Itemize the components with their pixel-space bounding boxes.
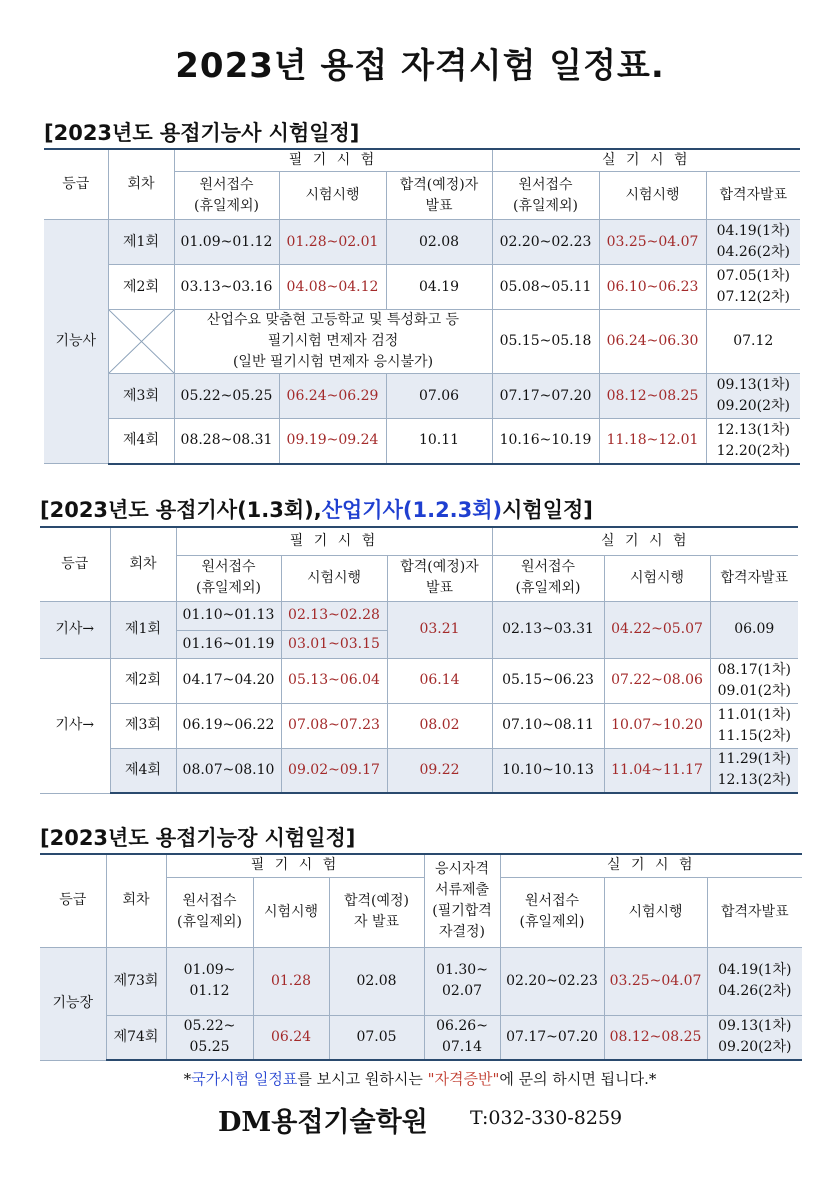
practical-application: 10.16~10.19 (492, 419, 599, 464)
practical-exam: 10.07~10.20 (604, 703, 710, 748)
qualification-submission: 01.30~ 02.07 (424, 947, 500, 1015)
header-grade: 등급 (40, 527, 110, 601)
result-cell: 12.13(1차) 12.20(2차) (706, 419, 800, 464)
result-cell: 06.09 (710, 601, 798, 658)
header-application: 원서접수 (휴일제외) (492, 555, 604, 601)
practical-application: 07.17~07.20 (492, 374, 599, 419)
written-pass: 10.11 (386, 419, 492, 464)
practical-application: 10.10~10.13 (492, 748, 604, 793)
result-cell: 04.19(1차) 04.26(2차) (707, 947, 802, 1015)
written-application: 06.19~06.22 (176, 703, 281, 748)
table-row (40, 748, 798, 793)
written-pass: 03.21 (387, 601, 492, 658)
header-pass: 합격(예정)자 발표 (386, 172, 492, 220)
master-schedule-table (40, 853, 802, 1061)
written-exam: 07.08~07.23 (281, 703, 387, 748)
header-practical: 실 기 시 험 (492, 149, 800, 172)
written-pass: 06.14 (387, 658, 492, 703)
practical-application: 05.08~05.11 (492, 265, 599, 310)
practical-exam: 07.22~08.06 (604, 658, 710, 703)
header-application: 원서접수 (휴일제외) (174, 172, 279, 220)
round-cell: 제73회 (106, 947, 166, 1015)
result-cell: 11.29(1차) 12.13(2차) (710, 748, 798, 793)
written-application: 01.09~ 01.12 (166, 947, 253, 1015)
grade-cell: 기사→ (40, 601, 110, 658)
table-row (40, 658, 798, 703)
round-cell: 제2회 (110, 658, 176, 703)
header-practical: 실 기 시 험 (500, 854, 802, 877)
section-heading-engineer: [2023년도 용접기사(1.3회),산업기사(1.2.3회)시험일정] (40, 498, 593, 522)
header-result: 합격자발표 (710, 555, 798, 601)
craftsman-schedule-table (44, 148, 800, 465)
footnote: *국가시험 일정표를 보시고 원하시는 "자격증반"에 문의 하시면 됩니다.* (183, 1070, 657, 1088)
header-written: 필 기 시 험 (176, 527, 492, 555)
engineer-schedule-table (40, 526, 798, 794)
written-exam: 03.01~03.15 (281, 630, 387, 658)
practical-exam: 04.22~05.07 (604, 601, 710, 658)
round-cell: 제3회 (108, 374, 174, 419)
written-pass: 09.22 (387, 748, 492, 793)
round-cell: 제2회 (108, 265, 174, 310)
written-application: 05.22~05.25 (174, 374, 279, 419)
result-cell: 09.13(1차) 09.20(2차) (706, 374, 800, 419)
round-cell: 제74회 (106, 1015, 166, 1060)
written-pass: 08.02 (387, 703, 492, 748)
written-exam: 01.28~02.01 (279, 220, 386, 265)
round-cell: 제4회 (108, 419, 174, 464)
header-practical: 실 기 시 험 (492, 527, 798, 555)
header-application: 원서접수 (휴일제외) (166, 877, 253, 947)
table-row (44, 220, 800, 265)
header-round: 회차 (106, 854, 166, 947)
written-exam: 02.13~02.28 (281, 601, 387, 630)
written-exam: 06.24 (253, 1015, 329, 1060)
header-round: 회차 (110, 527, 176, 601)
grade-cell: 기능장 (40, 947, 106, 1060)
table-row (40, 703, 798, 748)
practical-exam: 03.25~04.07 (599, 220, 706, 265)
written-application: 08.07~08.10 (176, 748, 281, 793)
result-cell: 04.19(1차) 04.26(2차) (706, 220, 800, 265)
written-pass: 07.05 (329, 1015, 424, 1060)
header-application: 원서접수 (휴일제외) (492, 172, 599, 220)
practical-application: 07.17~07.20 (500, 1015, 604, 1060)
header-round: 회차 (108, 149, 174, 220)
written-pass: 02.08 (329, 947, 424, 1015)
table-row (44, 310, 800, 374)
written-application: 01.09~01.12 (174, 220, 279, 265)
header-exam: 시험시행 (279, 172, 386, 220)
round-cell: 제1회 (108, 220, 174, 265)
practical-application: 05.15~05.18 (492, 310, 599, 374)
page-title: 2023년 용접 자격시험 일정표. (175, 46, 665, 86)
header-result: 합격자발표 (707, 877, 802, 947)
academy-name: DM용접기술학원 (218, 1107, 428, 1138)
practical-application: 05.15~06.23 (492, 658, 604, 703)
header-exam: 시험시행 (604, 877, 707, 947)
result-cell: 11.01(1차) 11.15(2차) (710, 703, 798, 748)
header-result: 합격자발표 (706, 172, 800, 220)
header-application: 원서접수 (휴일제외) (176, 555, 281, 601)
crossed-out-cell (108, 310, 174, 374)
table-row (44, 265, 800, 310)
header-written: 필 기 시 험 (166, 854, 424, 877)
practical-exam: 08.12~08.25 (604, 1015, 707, 1060)
written-pass: 04.19 (386, 265, 492, 310)
written-exam: 05.13~06.04 (281, 658, 387, 703)
practical-application: 02.20~02.23 (492, 220, 599, 265)
practical-application: 07.10~08.11 (492, 703, 604, 748)
written-application: 04.17~04.20 (176, 658, 281, 703)
written-exam: 04.08~04.12 (279, 265, 386, 310)
written-application: 01.10~01.13 (176, 601, 281, 630)
table-row (44, 419, 800, 464)
practical-exam: 08.12~08.25 (599, 374, 706, 419)
round-cell: 제1회 (110, 601, 176, 658)
header-exam: 시험시행 (599, 172, 706, 220)
table-row (40, 1015, 802, 1060)
round-cell: 제4회 (110, 748, 176, 793)
table-row (40, 601, 798, 630)
grade-cell: 기사→ (40, 658, 110, 793)
table-row (44, 374, 800, 419)
grade-cell: 기능사 (44, 220, 108, 464)
header-grade: 등급 (44, 149, 108, 220)
result-cell: 07.05(1차) 07.12(2차) (706, 265, 800, 310)
written-exam: 01.28 (253, 947, 329, 1015)
header-exam: 시험시행 (281, 555, 387, 601)
written-exam: 09.02~09.17 (281, 748, 387, 793)
practical-exam: 06.10~06.23 (599, 265, 706, 310)
special-note: 산업수요 맞춤현 고등학교 및 특성화고 등 필기시험 면제자 검정 (일반 필기시험 면제자 응시불가) (174, 310, 492, 374)
header-qualification: 응시자격 서류제출 (필기합격 자결정) (424, 854, 500, 947)
result-cell: 09.13(1차) 09.20(2차) (707, 1015, 802, 1060)
practical-exam: 11.18~12.01 (599, 419, 706, 464)
written-application: 08.28~08.31 (174, 419, 279, 464)
header-grade: 등급 (40, 854, 106, 947)
result-cell: 08.17(1차) 09.01(2차) (710, 658, 798, 703)
written-application: 05.22~ 05.25 (166, 1015, 253, 1060)
section-heading-master: [2023년도 용접기능장 시험일정] (40, 826, 356, 850)
qualification-submission: 06.26~ 07.14 (424, 1015, 500, 1060)
header-written: 필 기 시 험 (174, 149, 492, 172)
phone-number: T:032-330-8259 (470, 1107, 623, 1129)
table-row (40, 947, 802, 1015)
written-pass: 02.08 (386, 220, 492, 265)
header-application: 원서접수 (휴일제외) (500, 877, 604, 947)
practical-application: 02.13~03.31 (492, 601, 604, 658)
written-application: 03.13~03.16 (174, 265, 279, 310)
round-cell: 제3회 (110, 703, 176, 748)
written-exam: 06.24~06.29 (279, 374, 386, 419)
written-exam: 09.19~09.24 (279, 419, 386, 464)
section-heading-craftsman: [2023년도 용접기능사 시험일정] (44, 121, 360, 145)
written-application: 01.16~01.19 (176, 630, 281, 658)
written-pass: 07.06 (386, 374, 492, 419)
header-exam: 시험시행 (253, 877, 329, 947)
practical-exam: 03.25~04.07 (604, 947, 707, 1015)
header-exam: 시험시행 (604, 555, 710, 601)
practical-exam: 06.24~06.30 (599, 310, 706, 374)
result-cell: 07.12 (706, 310, 800, 374)
header-pass: 합격(예정)자 발표 (387, 555, 492, 601)
practical-application: 02.20~02.23 (500, 947, 604, 1015)
practical-exam: 11.04~11.17 (604, 748, 710, 793)
header-pass: 합격(예정) 자 발표 (329, 877, 424, 947)
